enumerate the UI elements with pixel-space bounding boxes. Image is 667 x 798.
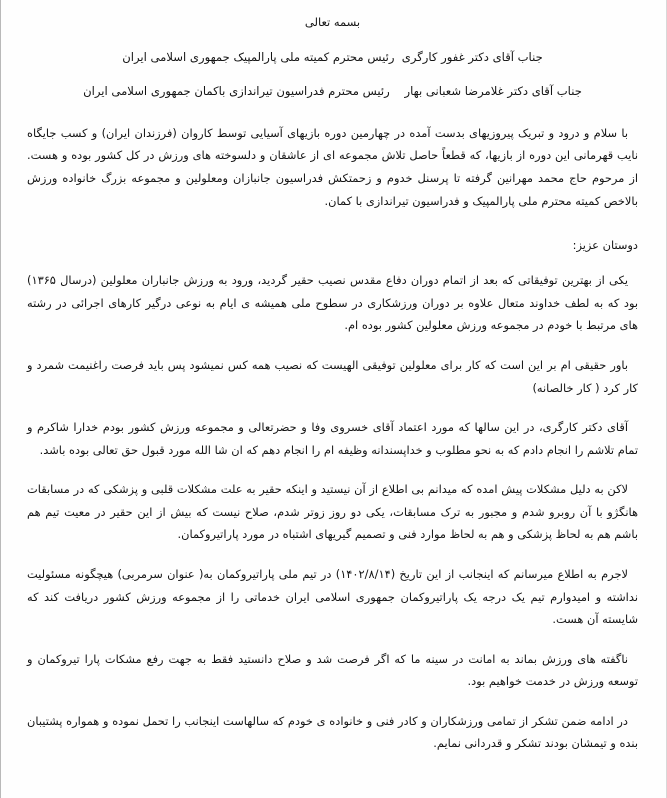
paragraph-gratitude-to-kargari: آقای دکتر کارگری، در این سالها که مورد اعتماد آقای خسروی وفا و حضرتعالی و مجموعه ورزش کشور بودم خدارا شاکرم و تمام تلاشم را انجام دادم که به نحو مطلوب و خداپسندانه وظیفه ام را انجام دهم که ان شا الله مورد قبول حق تعالی بوده باشد. xyxy=(27,420,638,457)
addressee-line-2: جناب آقای دکتر غلامرضا شعبانی بهار رئیس محترم فدراسیون تیراندازی باکمان جمهوری اسلامی ایران xyxy=(83,84,582,99)
salutation-block xyxy=(25,238,640,252)
paragraph-opening-congratulations: با سلام و درود و تبریک پیروزیهای بدست آمده در چهارمین دوره بازیهای آسیایی توسط کاروان (فرزندان ایران) و کسب جایگاه نایب قهرمانی این دوره از بازیها، که قطعاً حاصل تلاش مجموعه ای از عاشقان و دلسوخته های ورزش در کل کشور بوده و هست. از مرحوم حاج محمد مهرانین گرفته تا پرسنل خدوم و زحمتکش فدراسیون جانبازان ومعلولین و مجموعه بزرگ خانواده ورزش بالاخص کمیته محترم ملی پارالمپیک و فدراسیون تیراندازی با کمان. xyxy=(27,125,638,208)
body-gratitude xyxy=(25,416,640,461)
paragraph-health-problems: لاکن به دلیل مشکلات پیش امده که میدانم بی اطلاع از آن نیستید و اینکه حقیر به علت مشکلات قلبی و پزشکی که در مسابقات هانگژو با آن روبرو شدم و مجبور به ترک مسابقات، یکی دو روز زوتر شدم، صلاح نیست که بیش از این حقیر در معیت تیم هم باشم هم به لحاظ پزشکی و هم به لحاظ موارد فنی و تصمیم گیریهای اشتباه در مورد پاراتیروکمان. xyxy=(27,482,638,542)
addressee-line-1: جناب آقای دکتر غفور کارگری رئیس محترم کمیته ملی پارالمپیک جمهوری اسلامی ایران xyxy=(122,50,543,65)
body-career xyxy=(25,269,640,337)
paragraph-unspoken-matters: ناگفته های ورزش بماند به امانت در سینه ما که اگر فرصت شد و صلاح دانستید فقط به جهت رفع مشکات پارا تیروکمان و توسعه ورزش در خدمت خواهیم بود. xyxy=(27,651,638,689)
body-opening xyxy=(25,122,640,212)
body-unspoken xyxy=(25,648,640,693)
paragraph-resignation-notice: لاجرم به اطلاع میرسانم که اینجانب از این تاریخ (۱۴۰۲/۸/۱۴) در تیم ملی پاراتیروکمان به( عنوان سرمربی) هیچگونه مسئولیت نداشته و امیدوارم تیم یک درجه یک پاراتیروکمان جمهوری اسلامی ایران خدماتی را از مجموعه ورزش کشور دریافت کند که شایسته آن هست. xyxy=(27,566,638,627)
salutation-text: دوستان عزیز: xyxy=(572,238,638,253)
document-title: بسمه تعالی xyxy=(304,15,361,29)
paragraph-belief: باور حقیقی ام بر این است که کار برای معلولین توفیقی الهیست که نصیب همه کس نمیشود پس باید فرصت راغنیمت شمرد و کار کرد ( کار خالصانه) xyxy=(27,357,638,395)
body-resignation xyxy=(25,563,640,631)
body-belief xyxy=(25,354,640,399)
body-thanks xyxy=(25,710,640,755)
paragraph-career-start: یکی از بهترین توفیقاتی که بعد از اتمام دوران دفاع مقدس نصیب حقیر گردید، ورود به ورزش جانباران معلولین (درسال ۱۳۶۵) بود که به لطف خداوند متعال علاوه بر دوران ورزشکاری در سطوح ملی همیشه ی ایام به نوعی درگیر کارهای اجرائی در رشته های مرتبط با خودم در مجموعه ورزش معلولین کشور بوده ام. xyxy=(27,273,638,333)
body-health-issues xyxy=(25,478,640,546)
paragraph-final-thanks: در ادامه ضمن تشکر از تمامی ورزشکاران و کادر فنی و خانواده ی خودم که سالهاست اینجانب را تحمل نموده و همواره پشتیبان بنده و تیمشان بودند تشکر و قدردانی نمایم. xyxy=(27,713,638,751)
